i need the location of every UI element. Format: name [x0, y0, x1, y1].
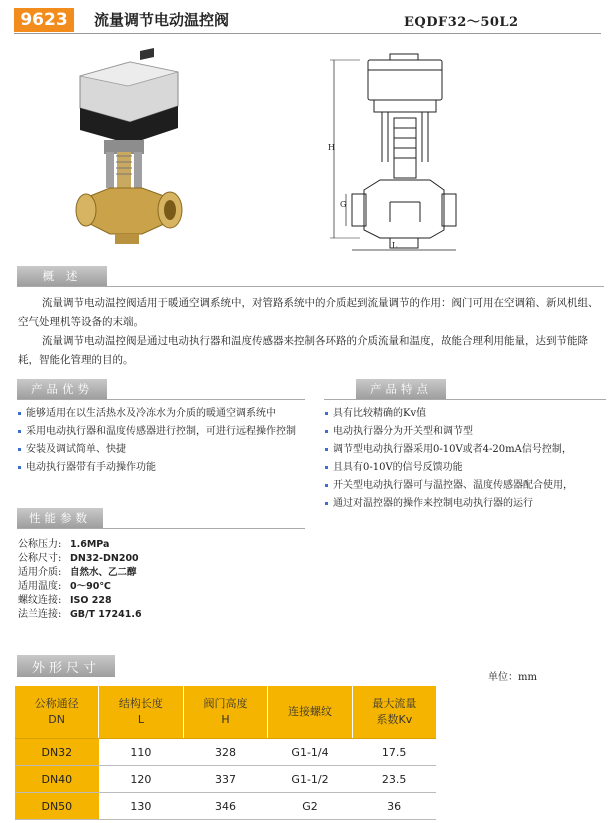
- header-kv: 最大流量 系数Kv: [352, 686, 436, 739]
- unit-label: 单位：mm: [488, 672, 537, 683]
- cell-dn: DN32: [15, 739, 99, 766]
- spec-row: 公称压力: 1.6MPa: [18, 539, 110, 550]
- performance-divider: [17, 528, 305, 529]
- spec-row: 适用温度: 0～90℃: [18, 581, 111, 592]
- list-item: 电动执行器带有手动操作功能: [18, 459, 310, 477]
- table-row: [15, 766, 436, 793]
- spec-row: 法兰连接: GB/T 17241.6: [18, 609, 142, 620]
- cell-length: 130: [99, 793, 184, 820]
- list-item: 具有比较精确的Kv值: [325, 405, 610, 423]
- tab-advantages: 产品优势: [17, 379, 107, 399]
- cell-length: 110: [99, 739, 184, 766]
- cell-thread: G2: [268, 793, 353, 820]
- cell-length: 120: [99, 766, 184, 793]
- height-label: H: [328, 143, 335, 152]
- header-length: 结构长度 L: [99, 686, 184, 739]
- cell-kv: 36: [352, 793, 436, 820]
- tab-features: 产品特点: [356, 379, 446, 399]
- list-item: 安装及调试简单、快捷: [18, 441, 310, 459]
- length-label: L: [392, 241, 398, 250]
- overview-paragraph-2: 流量调节电动温控阀是通过电动执行器和温度传感器来控制各环路的介质流量和温度，故能合理利用能量，达到节能降耗，智能化管理的目的。: [18, 335, 588, 366]
- dimensions-table: [15, 686, 436, 820]
- features-list: [325, 405, 610, 513]
- header-height: 阀门高度 H: [183, 686, 268, 739]
- cell-dn: DN50: [15, 793, 99, 820]
- spec-row: 适用介质: 自然水、乙二醇: [18, 567, 137, 578]
- header-dn: 公称通径 DN: [15, 686, 99, 739]
- advantages-divider: [17, 399, 305, 400]
- header-thread: 连接螺纹: [268, 686, 353, 739]
- list-item: 调节型电动执行器采用0-10V或者4-20mA信号控制，: [325, 441, 610, 459]
- advantages-list: [18, 405, 310, 477]
- list-item-continuation: 通过对温控器的操作来控制电动执行器的运行: [325, 495, 610, 513]
- spec-row: 公称尺寸: DN32-DN200: [18, 553, 139, 564]
- table-row: [15, 739, 436, 766]
- page-title: 流量调节电动温控阀: [94, 11, 230, 29]
- features-divider: [324, 399, 606, 400]
- cell-height: 328: [183, 739, 268, 766]
- tab-overview: 概 述: [17, 266, 107, 286]
- performance-specs: [18, 538, 142, 622]
- list-item: 电动执行器分为开关型和调节型: [325, 423, 610, 441]
- spec-row: 螺纹连接: ISO 228: [18, 595, 112, 606]
- connection-label: G: [340, 200, 347, 209]
- list-item: 能够适用在以生活热水及冷冻水为介质的暖通空调系统中: [18, 405, 310, 423]
- model-range: EQDF32～50L2: [404, 15, 519, 30]
- cell-height: 337: [183, 766, 268, 793]
- overview-divider: [17, 286, 604, 287]
- table-row: [15, 793, 436, 820]
- list-item: 采用电动执行器和温度传感器进行控制，可进行远程操作控制: [18, 423, 310, 441]
- cell-height: 346: [183, 793, 268, 820]
- header-divider: [14, 33, 601, 34]
- model-code-badge: 9623: [14, 8, 74, 32]
- cell-thread: G1-1/4: [268, 739, 353, 766]
- valve-dimension-drawing: [320, 52, 470, 257]
- valve-photo: [60, 48, 195, 248]
- list-item: 开关型电动执行器可与温控器、温度传感器配合使用，: [325, 477, 610, 495]
- overview-paragraph-1: 流量调节电动温控阀适用于暖通空调系统中，对管路系统中的介质起到流量调节的作用：阀门可用在空调箱、新风机组、空气处理机等设备的末端。: [18, 297, 599, 328]
- cell-kv: 23.5: [352, 766, 436, 793]
- cell-dn: DN40: [15, 766, 99, 793]
- tab-dimensions: 外形尺寸: [17, 655, 115, 677]
- cell-thread: G1-1/2: [268, 766, 353, 793]
- list-item-continuation: 且具有0-10V的信号反馈功能: [325, 459, 610, 477]
- cell-kv: 17.5: [352, 739, 436, 766]
- table-header-row: [15, 686, 436, 739]
- tab-performance: 性能参数: [17, 508, 103, 528]
